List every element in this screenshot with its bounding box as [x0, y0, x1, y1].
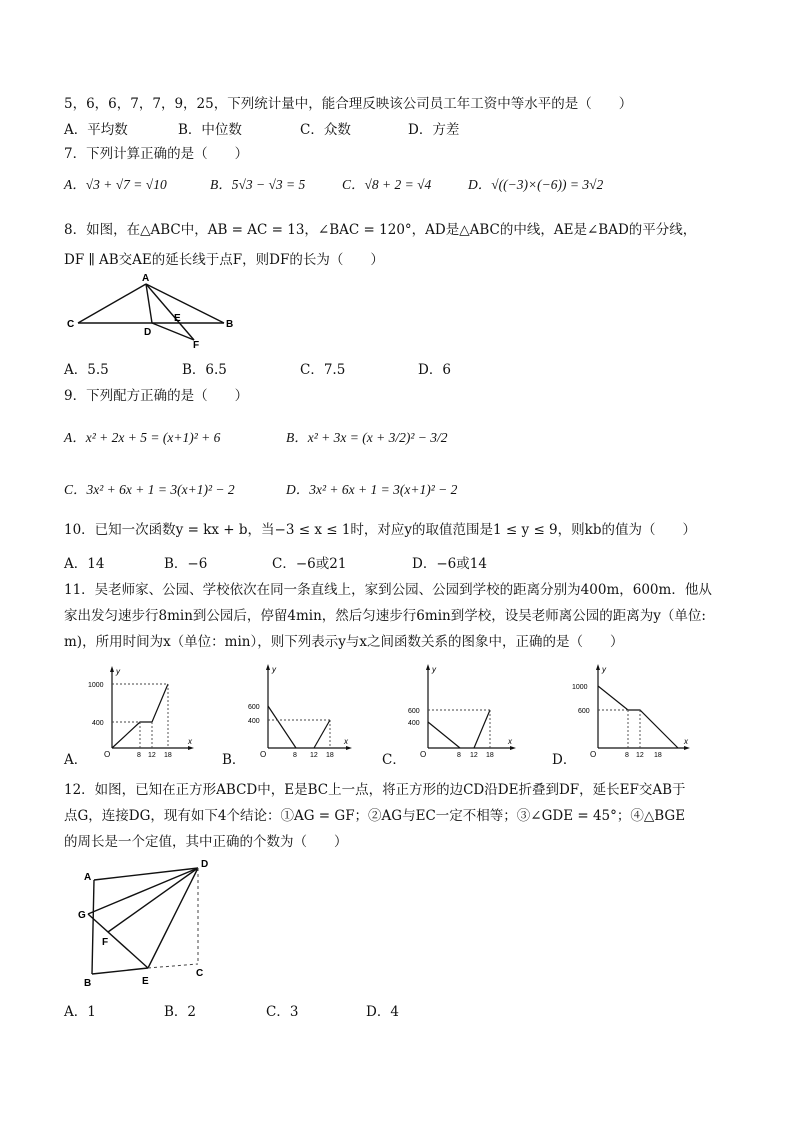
q8-stem-line1: 8．如图，在△ABC中，AB = AC = 13，∠BAC = 120°，AD是△ABC的中线，AE是∠BAD的平分线， [64, 222, 697, 238]
q11-graph-b-y-label: y [272, 665, 276, 674]
q11-graph-c-val-400: 400 [408, 720, 420, 727]
q8-option-b[interactable]: B．6.5 [182, 362, 227, 378]
q11-graph-c[interactable] [400, 664, 520, 760]
q11-graph-c-origin: O [420, 750, 427, 759]
q10-option-c[interactable]: C．−6或21 [272, 556, 347, 572]
q11-stem-line2: 家出发匀速步行8min到公园后，停留4min，然后匀速步行6min到学校，设吴老师离公园的距离为y（单位: [64, 608, 706, 624]
q9-option-a[interactable]: A．x² + 2x + 5 = (x+1)² + 6 [64, 430, 221, 445]
q12-label-a: A [84, 872, 92, 883]
q11-graph-b-val-600: 600 [248, 704, 260, 711]
q11-graph-a-val-1000: 1000 [88, 682, 104, 689]
q11-option-b[interactable]: B． [222, 752, 246, 768]
q11-graph-b-origin: O [260, 750, 267, 759]
q11-stem-line3: m)，所用时间为x（单位：min），则下列表示y与x之间函数关系的图象中，正确的是（ ） [64, 634, 624, 650]
q11-graph-d-val-600: 600 [578, 708, 590, 715]
q6-option-c[interactable]: C．众数 [300, 122, 351, 138]
q12-label-f: F [102, 937, 109, 948]
q10-option-a[interactable]: A．14 [64, 556, 105, 572]
q11-graph-a[interactable] [84, 664, 196, 760]
q8-option-a[interactable]: A．5.5 [64, 362, 109, 378]
q8-label-a: A [142, 273, 150, 284]
q11-option-c[interactable]: C． [382, 752, 406, 768]
q11-graph-c-val-600: 600 [408, 708, 420, 715]
q12-label-d: D [201, 859, 209, 870]
q11-graph-b[interactable] [240, 664, 356, 760]
q11-graph-d-tick-12: 12 [636, 752, 644, 759]
q11-graph-c-y-label: y [432, 665, 436, 674]
q8-label-b: B [226, 319, 234, 330]
q8-triangle-figure [64, 270, 244, 350]
q12-square-figure [74, 852, 224, 992]
q10-stem: 10．已知一次函数y = kx + b，当−3 ≤ x ≤ 1时，对应y的取值范围是1 ≤ y ≤ 9，则kb的值为（ ） [64, 522, 696, 538]
q11-graph-a-y-label: y [116, 667, 120, 676]
q11-graph-b-tick-12: 12 [310, 752, 318, 759]
q8-label-f: F [193, 340, 200, 351]
q12-label-e: E [142, 976, 149, 987]
q8-option-c[interactable]: C．7.5 [300, 362, 346, 378]
q11-graph-b-tick-18: 18 [326, 752, 334, 759]
q8-label-e: E [174, 313, 181, 324]
q11-graph-a-tick-12: 12 [148, 752, 156, 759]
q11-graph-c-tick-8: 8 [457, 752, 461, 759]
q11-graph-a-origin: O [104, 750, 111, 759]
q7-option-c[interactable]: C．√8 + 2 = √4 [342, 177, 432, 192]
q8-label-c: C [67, 319, 75, 330]
q11-graph-c-x-label: x [508, 737, 512, 746]
q6-option-a[interactable]: A．平均数 [64, 122, 128, 138]
q10-option-b[interactable]: B．−6 [164, 556, 208, 572]
q11-graph-d-y-label: y [602, 665, 606, 674]
q11-option-d[interactable]: D． [552, 752, 577, 768]
q7-option-d[interactable]: D．√((−3)×(−6)) = 3√2 [468, 177, 604, 192]
q12-stem-line1: 12．如图，已知在正方形ABCD中，E是BC上一点，将正方形的边CD沿DE折叠到DF，延长EF交AB于 [64, 782, 686, 798]
q12-option-c[interactable]: C．3 [266, 1004, 299, 1020]
q12-option-d[interactable]: D．4 [366, 1004, 399, 1020]
q8-stem-line2: DF ∥ AB交AE的延长线于点F，则DF的长为（ ） [64, 252, 384, 268]
q11-graph-a-tick-18: 18 [164, 752, 172, 759]
q7-option-b[interactable]: B．5√3 − √3 = 5 [210, 177, 306, 192]
q11-graph-d-tick-8: 8 [625, 752, 629, 759]
q11-graph-d-origin: O [590, 750, 597, 759]
q9-option-c[interactable]: C．3x² + 6x + 1 = 3(x+1)² − 2 [64, 482, 235, 497]
q11-graph-d[interactable] [570, 664, 694, 760]
q12-option-b[interactable]: B．2 [164, 1004, 197, 1020]
q6-option-d[interactable]: D．方差 [408, 122, 460, 138]
q9-option-d[interactable]: D．3x² + 6x + 1 = 3(x+1)² − 2 [286, 482, 458, 497]
q10-option-d[interactable]: D．−6或14 [412, 556, 487, 572]
q11-graph-d-val-1000: 1000 [572, 684, 588, 691]
q11-graph-a-val-400: 400 [92, 720, 104, 727]
q11-graph-b-tick-8: 8 [293, 752, 297, 759]
q8-label-d: D [144, 327, 152, 338]
q12-label-g: G [78, 910, 86, 921]
q11-option-a[interactable]: A． [64, 752, 88, 768]
q11-graph-b-val-400: 400 [248, 718, 260, 725]
q7-stem: 7．下列计算正确的是（ ） [64, 146, 249, 162]
q12-label-b: B [84, 978, 92, 989]
q11-graph-d-tick-18: 18 [654, 752, 662, 759]
q6-stem: 5，6，6，7，7，9，25，下列统计量中，能合理反映该公司员工年工资中等水平的是（ ） [64, 96, 633, 112]
q6-option-b[interactable]: B．中位数 [178, 122, 242, 138]
q7-option-a[interactable]: A．√3 + √7 = √10 [64, 177, 167, 192]
q11-stem-line1: 11．吴老师家、公园、学校依次在同一条直线上，家到公园、公园到学校的距离分别为400m，600m．他从 [64, 582, 712, 598]
q11-graph-a-tick-8: 8 [137, 752, 141, 759]
q11-graph-c-tick-18: 18 [486, 752, 494, 759]
q11-graph-d-x-label: x [684, 737, 688, 746]
q12-stem-line2: 点G，连接DG，现有如下4个结论：①AG = GF；②AG与EC一定不相等；③∠GDE = 45°；④△BGE [64, 808, 686, 824]
q11-graph-b-x-label: x [344, 737, 348, 746]
q9-stem: 9．下列配方正确的是（ ） [64, 388, 249, 404]
q12-option-a[interactable]: A．1 [64, 1004, 96, 1020]
q8-option-d[interactable]: D．6 [418, 362, 451, 378]
q11-graph-a-x-label: x [188, 737, 192, 746]
q9-option-b[interactable]: B．x² + 3x = (x + 3/2)² − 3/2 [286, 430, 448, 445]
q11-graph-c-tick-12: 12 [470, 752, 478, 759]
q12-stem-line3: 的周长是一个定值，其中正确的个数为（ ） [64, 834, 348, 850]
q12-label-c: C [196, 968, 204, 979]
